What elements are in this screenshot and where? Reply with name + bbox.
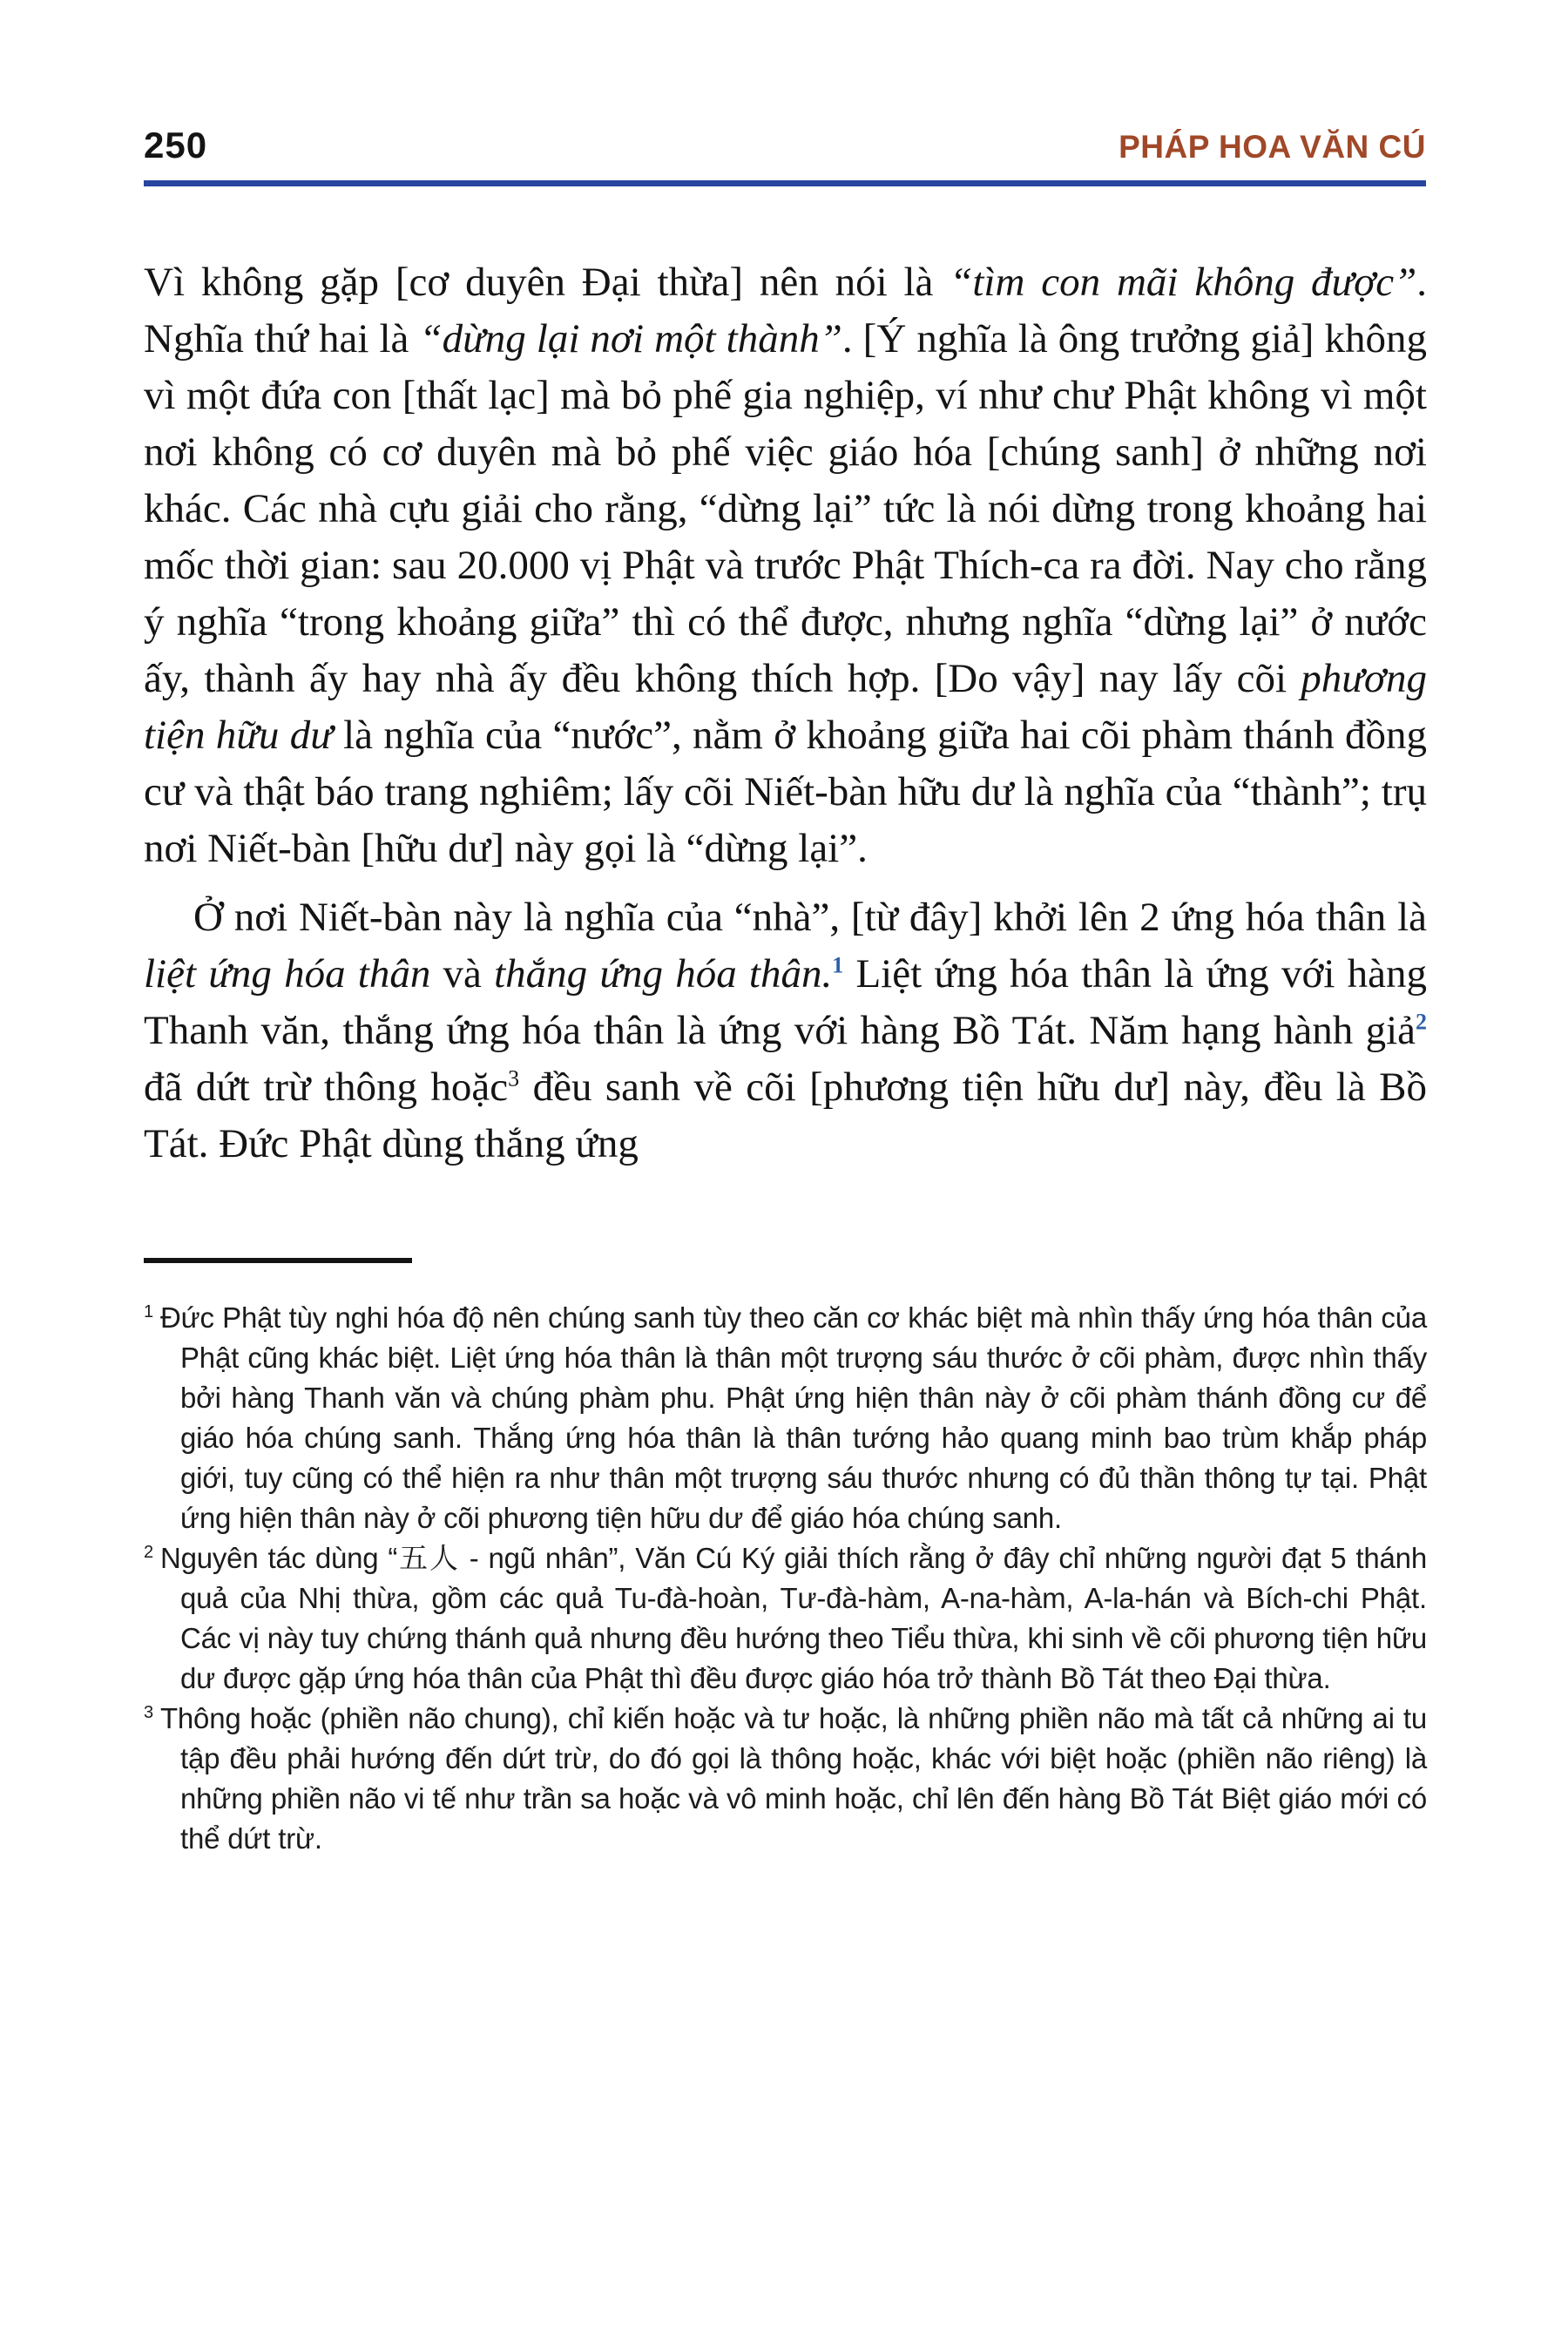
header-rule-divider — [144, 180, 1426, 186]
footnote-2-marker: 2 — [144, 1543, 153, 1562]
italic-text-segment: thắng ứng hóa thân. — [494, 951, 833, 997]
footnote-3-marker: 3 — [144, 1703, 153, 1722]
italic-text-segment: liệt ứng hóa thân — [144, 951, 431, 997]
running-title: PHÁP HOA VĂN CÚ — [1119, 129, 1426, 165]
footnote-1-text — [160, 1301, 1427, 1534]
paragraph-1 — [144, 254, 1427, 877]
page-header — [144, 0, 1426, 166]
italic-text-segment: “tìm con mãi không được” — [950, 260, 1417, 305]
footnote-3 — [144, 1699, 1427, 1859]
text-segment: . Nghĩa thứ hai là — [144, 260, 1427, 362]
text-segment: Ở nơi Niết-bàn này là nghĩa của “nhà”, [từ đây] khởi lên 2 ứng hóa thân là — [193, 895, 1427, 940]
text-segment: Nguyên tác dùng “ — [159, 1542, 398, 1574]
page-number: 250 — [144, 125, 208, 166]
text-segment: đã dứt trừ thông hoặc — [144, 1064, 509, 1110]
text-segment: Thông hoặc (phiền não chung), chỉ kiến hoặc và tư hoặc, là những phiền não mà tất cả những ai tu tập đều phải hướng đến dứt trừ, do đó gọi là thông hoặc, khác với biệt hoặc (phiền não riêng) là những phiền não vi tế như trần sa hoặc và vô minh hoặc, chỉ lên đến hàng Bồ Tát Biệt giáo mới có thể dứt trừ. — [159, 1702, 1427, 1855]
text-segment: - ngũ nhân”, Văn Cú Ký giải thích rằng ở đây chỉ những người đạt 5 thánh quả của Nhị thừa, gồm các quả Tu-đà-hoàn, Tư-đà-hàm, A-na-hàm, A-la-hán và Bích-chi Phật. Các vị này tuy chứng thánh quả nhưng đều hướng theo Tiểu thừa, khi sinh về cõi phương tiện hữu dư được gặp ứng hóa thân của Phật thì đều được giáo hóa trở thành Bồ Tát theo Đại thừa. — [180, 1542, 1427, 1694]
text-segment: đều sanh về cõi [phương tiện hữu dư] này, đều là Bồ Tát. Đức Phật dùng thắng ứng — [144, 1064, 1427, 1166]
paragraph-2 — [144, 889, 1427, 1173]
footnote-ref: 2 — [1416, 1009, 1427, 1035]
text-segment: Vì không gặp [cơ duyên Đại thừa] nên nói là — [144, 260, 950, 305]
italic-text-segment: phương tiện hữu dư — [144, 656, 1427, 758]
text-segment: Liệt ứng hóa thân là ứng với hàng Thanh văn, thắng ứng hóa thân là ứng với hàng Bồ Tát. Năm hạng hành giả — [144, 951, 1427, 1053]
footnote-3-text — [160, 1702, 1427, 1855]
footnote-2-text — [160, 1542, 1427, 1694]
footnote-separator — [144, 1258, 412, 1263]
footnote-ref: 1 — [832, 952, 844, 978]
text-segment: và — [430, 951, 495, 997]
footnotes-block — [144, 1298, 1427, 1859]
footnote-2 — [144, 1538, 1427, 1699]
footnote-ref: 3 — [508, 1065, 520, 1092]
cjk-text-segment: 五人 — [397, 1541, 460, 1575]
text-segment: . [Ý nghĩa là ông trưởng giả] không vì một đứa con [thất lạc] mà bỏ phế gia nghiệp, ví như chư Phật không vì một nơi không có cơ duyên mà bỏ phế việc giáo hóa [chúng sanh] ở những nơi khác. Các nhà cựu giải cho rằng, “dừng lại” tức là nói dừng trong khoảng hai mốc thời gian: sau 20.000 vị Phật và trước Phật Thích-ca ra đời. Nay cho rằng ý nghĩa “trong khoảng giữa” thì có thể được, nhưng nghĩa “dừng lại” ở nước ấy, thành ấy hay nhà ấy đều không thích hợp. [Do vậy] nay lấy cõi — [144, 316, 1428, 701]
body-text — [144, 254, 1427, 1173]
footnote-1 — [144, 1298, 1427, 1538]
footnote-1-marker: 1 — [144, 1302, 153, 1321]
text-segment: là nghĩa của “nước”, nằm ở khoảng giữa hai cõi phàm thánh đồng cư và thật báo trang nghiêm; lấy cõi Niết-bàn hữu dư là nghĩa của “thành”; trụ nơi Niết-bàn [hữu dư] này gọi là “dừng lại”. — [144, 713, 1428, 871]
text-segment: Đức Phật tùy nghi hóa độ nên chúng sanh tùy theo căn cơ khác biệt mà nhìn thấy ứng hóa thân của Phật cũng khác biệt. Liệt ứng hóa thân là thân một trượng sáu thước ở cõi phàm, được nhìn thấy bởi hàng Thanh văn và chúng phàm phu. Phật ứng hiện thân này ở cõi phàm thánh đồng cư để giáo hóa chúng sanh. Thắng ứng hóa thân là thân tướng hảo quang minh bao trùm khắp pháp giới, tuy cũng có thể hiện ra như thân một trượng sáu thước nhưng có đủ thần thông tự tại. Phật ứng hiện thân này ở cõi phương tiện hữu dư để giáo hóa chúng sanh. — [159, 1301, 1427, 1534]
italic-text-segment: “dừng lại nơi một thành” — [419, 316, 842, 362]
